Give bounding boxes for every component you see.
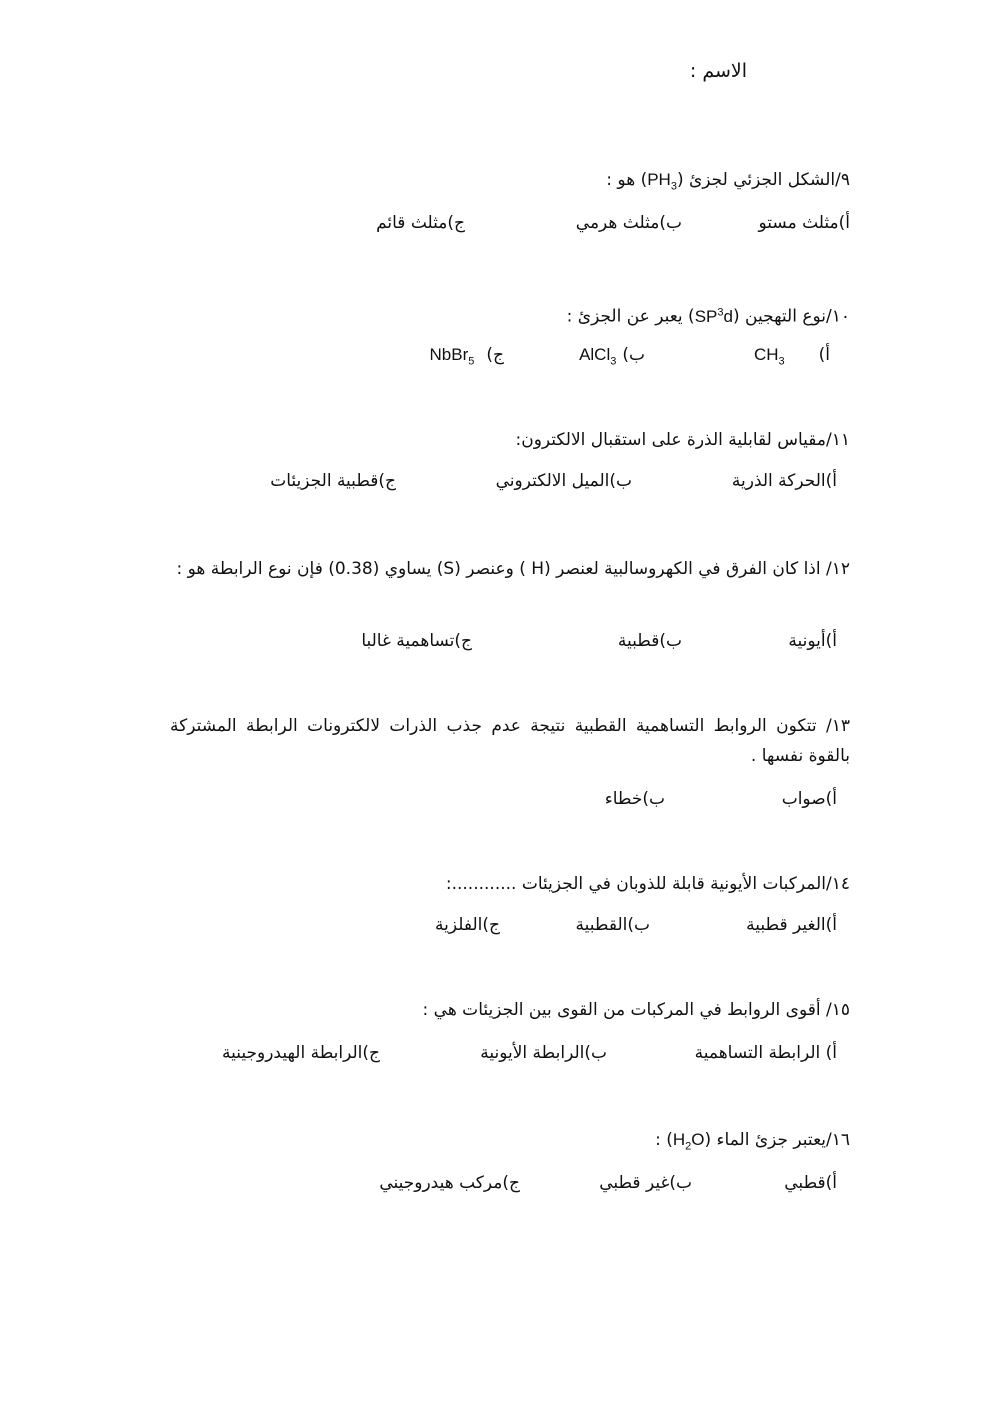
- formula-alcl-subscript: 3: [610, 355, 617, 368]
- question-16-formula: [672, 1130, 705, 1153]
- question-12-stem: ١٢/ اذا كان الفرق في الكهروسالبية لعنصر (H ) وعنصر (S) يساوي (0.38) فإن نوع الرابطة هو :: [176, 559, 850, 579]
- question-15-stem: ١٥/ أقوى الروابط في المركبات من القوى بين الجزيئات هي :: [422, 1000, 850, 1020]
- formula-alcl: AlCl: [579, 345, 611, 364]
- question-10-stem-prefix: ١٠/نوع التهجين (: [732, 306, 850, 327]
- formula-ph-subscript: 3: [670, 180, 677, 193]
- option-formula: [429, 345, 475, 368]
- question-9-option-b[interactable]: ب)مثلث هرمي: [575, 213, 682, 233]
- question-16-stem-suffix: ) :: [655, 1130, 673, 1150]
- question-10-stem-suffix: ) يعبر عن الجزئ :: [566, 306, 695, 327]
- question-13-option-a[interactable]: أ)صواب: [781, 789, 837, 809]
- question-9-stem-suffix: ) هو :: [606, 170, 648, 190]
- question-9-stem-prefix: ٩/الشكل الجزئي لجزئ (: [676, 170, 850, 190]
- option-letter: ب): [622, 345, 645, 365]
- question-14-stem: ١٤/المركبات الأيونية قابلة للذوبان في الجزيئات ............:: [445, 874, 850, 894]
- question-11-option-a[interactable]: أ)الحركة الذرية: [731, 471, 837, 491]
- question-10-stem: [567, 297, 850, 332]
- question-11-stem: ١١/مقياس لقابلية الذرة على استقبال الالكترون:: [515, 430, 850, 450]
- formula-sp: SP: [694, 306, 718, 326]
- formula-nbbr: NbBr: [429, 345, 469, 364]
- formula-ph: PH: [647, 170, 671, 189]
- question-9-stem: [606, 165, 850, 201]
- question-10-option-c[interactable]: [430, 340, 504, 376]
- question-15-option-a[interactable]: أ) الرابطة التساهمية: [694, 1043, 837, 1063]
- question-16-stem-prefix: ١٦/يعتبر جزئ الماء (: [704, 1130, 850, 1150]
- question-9-formula: [647, 170, 677, 193]
- question-16-option-c[interactable]: ج)مركب هيدروجيني: [379, 1173, 520, 1193]
- question-13-stem: ١٣/ تتكون الروابط التساهمية القطبية نتيجة عدم جذب الذرات لالكترونات الرابطة المشتركة بالقوة نفسها .: [170, 716, 850, 766]
- question-15-option-c[interactable]: ج)الرابطة الهيدروجينية: [221, 1043, 380, 1063]
- name-label: الاسم :: [689, 60, 747, 82]
- formula-o: O: [691, 1130, 705, 1149]
- formula-h: H: [672, 1130, 686, 1149]
- question-13-option-b[interactable]: ب)خطاء: [604, 789, 665, 809]
- formula-nbbr-subscript: 5: [468, 355, 475, 368]
- question-10-option-a[interactable]: [754, 340, 830, 376]
- question-10-option-b[interactable]: [579, 340, 645, 376]
- option-formula: [753, 345, 785, 368]
- option-formula: [579, 345, 617, 368]
- question-15-option-b[interactable]: ب)الرابطة الأيونية: [480, 1043, 607, 1063]
- option-letter: أ): [818, 345, 830, 365]
- question-12-option-c[interactable]: ج)تساهمية غالبا: [361, 631, 472, 651]
- formula-ch-subscript: 3: [778, 355, 785, 368]
- question-16-option-b[interactable]: ب)غير قطبي: [599, 1173, 692, 1193]
- question-12-option-a[interactable]: أ)أيونية: [788, 631, 837, 651]
- option-letter: ج): [486, 345, 504, 365]
- question-14-option-b[interactable]: ب)القطبية: [575, 915, 650, 935]
- formula-sp-tail: d: [723, 306, 733, 326]
- question-16-option-a[interactable]: أ)قطبي: [784, 1173, 837, 1193]
- formula-sp-superscript: 3: [717, 306, 724, 318]
- question-9-option-c[interactable]: ج)مثلث قائم: [376, 213, 465, 233]
- question-10-formula: [695, 307, 733, 326]
- formula-h-subscript: 2: [685, 1140, 692, 1153]
- question-14-option-c[interactable]: ج)الفلزية: [435, 915, 500, 935]
- question-11-option-c[interactable]: ج)قطبية الجزيئات: [270, 471, 396, 491]
- question-12-option-b[interactable]: ب)قطبية: [617, 631, 682, 651]
- question-14-option-a[interactable]: أ)الغير قطبية: [746, 915, 837, 935]
- formula-ch: CH: [753, 345, 779, 364]
- question-16-stem: [655, 1125, 850, 1161]
- question-9-option-a[interactable]: أ)مثلث مستو: [758, 213, 850, 233]
- question-11-option-b[interactable]: ب)الميل الالكتروني: [495, 471, 632, 491]
